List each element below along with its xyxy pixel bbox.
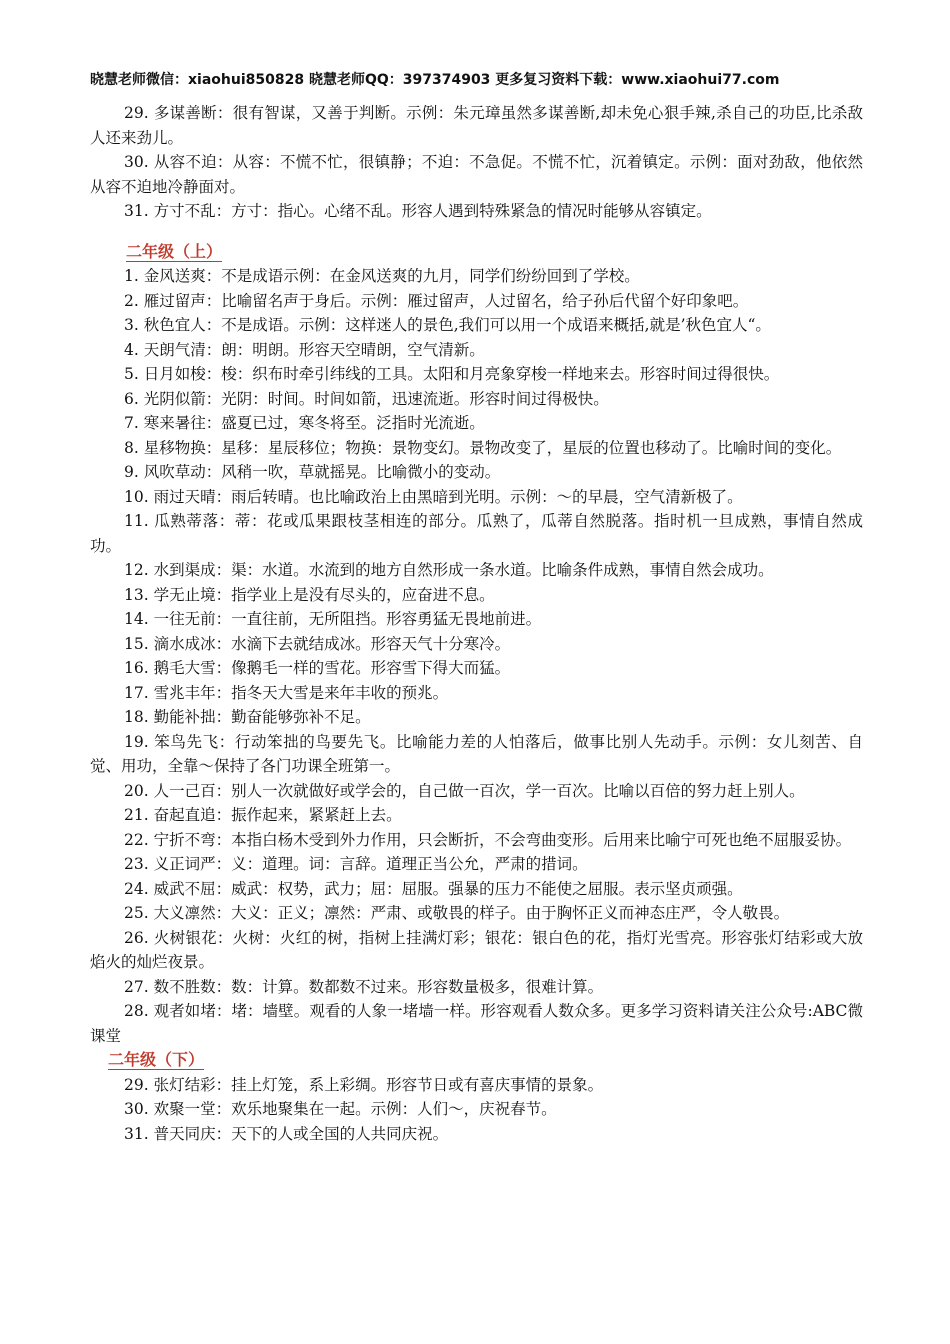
section-heading-grade2-second: 二年级（下） (108, 1050, 205, 1069)
idiom-entry: 28. 观者如堵：堵：墙壁。观看的人象一堵墙一样。形容观看人数众多。更多学习资料请关注公众号:ABC微课堂 (90, 1002, 863, 1045)
idiom-entry: 13. 学无止境：指学业上是没有尽头的，应奋进不息。 (124, 585, 495, 604)
idiom-entry: 30. 欢聚一堂：欢乐地聚集在一起。示例：人们～，庆祝春节。 (124, 1100, 557, 1118)
idiom-entry: 11. 瓜熟蒂落：蒂：花或瓜果跟枝茎相连的部分。瓜熟了，瓜蒂自然脱落。指时机一旦成熟，事情自然成功。 (90, 512, 863, 555)
idiom-entry: 16. 鹅毛大雪：像鹅毛一样的雪花。形容雪下得大而猛。 (124, 659, 511, 677)
idiom-entry: 18. 勤能补拙：勤奋能够弥补不足。 (124, 708, 371, 726)
idiom-entry: 7. 寒来暑往：盛夏已过，寒冬将至。泛指时光流逝。 (124, 414, 485, 432)
idiom-entry: 5. 日月如梭：梭：织布时牵引纬线的工具。太阳和月亮象穿梭一样地来去。形容时间过得很快。 (124, 365, 780, 383)
idiom-entry: 3. 秋色宜人：不是成语。示例：这样迷人的景色,我们可以用一个成语来概括,就是’秋色宜人“。 (124, 316, 771, 334)
idiom-entry: 2. 雁过留声：比喻留名声于身后。示例：雁过留声，人过留名，给子孙后代留个好印象吧。 (124, 291, 749, 310)
document-body (90, 101, 863, 1146)
idiom-entry: 20. 人一己百：别人一次就做好或学会的，自己做一百次，学一百次。比喻以百倍的努力赶上别人。 (124, 781, 805, 800)
idiom-entry: 31. 普天同庆：天下的人或全国的人共同庆祝。 (124, 1124, 449, 1143)
page-header: 晓慧老师微信：xiaohui850828 晓慧老师QQ：397374903 更多复习资料下载：www.xiaohui77.com (90, 72, 780, 88)
idiom-entry: 27. 数不胜数：数：计算。数都数不过来。形容数量极多，很难计算。 (124, 977, 604, 996)
idiom-entry: 31. 方寸不乱：方寸：指心。心绪不乱。形容人遇到特殊紧急的情况时能够从容镇定。 (124, 202, 712, 220)
idiom-entry: 22. 宁折不弯：本指白杨木受到外力作用，只会断折，不会弯曲变形。后用来比喻宁可死也绝不屈服妥协。 (124, 830, 852, 849)
idiom-entry: 17. 雪兆丰年：指冬天大雪是来年丰收的预兆。 (124, 683, 449, 702)
section-continued (90, 101, 863, 224)
section-heading-grade2-first: 二年级（上） (126, 241, 223, 261)
idiom-entry: 26. 火树银花：火树：火红的树，指树上挂满灯彩；银花：银白色的花，指灯光雪亮。形容张灯结彩或大放焰火的灿烂夜景。 (90, 928, 863, 971)
idiom-entry: 4. 天朗气清：朗：明朗。形容天空晴朗，空气清新。 (124, 340, 485, 359)
idiom-entry: 9. 风吹草动：风稍一吹，草就摇晃。比喻微小的变动。 (124, 463, 501, 481)
idiom-entry: 29. 多谋善断：很有智谋，又善于判断。示例：朱元璋虽然多谋善断,却未免心狠手辣,杀自己的功臣,比杀敌人还来劲儿。 (90, 104, 863, 147)
idiom-entry: 15. 滴水成冰：水滴下去就结成冰。形容天气十分寒冷。 (124, 634, 511, 653)
idiom-entry: 29. 张灯结彩：挂上灯笼，系上彩绸。形容节日或有喜庆事情的景象。 (124, 1075, 604, 1094)
idiom-entry: 25. 大义凛然：大义：正义；凛然：严肃、或敬畏的样子。由于胸怀正义而神态庄严，令人敬畏。 (124, 904, 790, 922)
idiom-entry: 10. 雨过天晴：雨后转晴。也比喻政治上由黑暗到光明。示例：～的早晨，空气清新极了。 (124, 487, 743, 506)
idiom-entry: 12. 水到渠成：渠：水道。水流到的地方自然形成一条水道。比喻条件成熟，事情自然会成功。 (124, 561, 774, 579)
section-grade2-second (90, 1073, 863, 1147)
section-grade2-first (90, 264, 863, 1048)
idiom-entry: 30. 从容不迫：从容：不慌不忙，很镇静；不迫：不急促。不慌不忙，沉着镇定。示例：面对劲敌，他依然从容不迫地冷静面对。 (90, 153, 863, 196)
idiom-entry: 24. 威武不屈：威武：权势，武力；屈：屈服。强暴的压力不能使之屈服。表示坚贞顽强。 (124, 879, 743, 898)
idiom-entry: 23. 义正词严：义：道理。词：言辞。道理正当公允，严肃的措词。 (124, 855, 588, 873)
idiom-entry: 14. 一往无前：一直往前，无所阻挡。形容勇猛无畏地前进。 (124, 610, 542, 628)
idiom-entry: 21. 奋起直追：振作起来，紧紧赶上去。 (124, 806, 402, 824)
idiom-entry: 19. 笨鸟先飞：行动笨拙的鸟要先飞。比喻能力差的人怕落后，做事比别人先动手。示例：女儿刻苦、自觉、用功，全靠～保持了各门功课全班第一。 (90, 732, 863, 775)
idiom-entry: 1. 金风送爽：不是成语示例：在金风送爽的九月，同学们纷纷回到了学校。 (124, 267, 640, 285)
idiom-entry: 6. 光阴似箭：光阴：时间。时间如箭，迅速流逝。形容时间过得极快。 (124, 389, 609, 408)
idiom-entry: 8. 星移物换：星移：星辰移位；物换：景物变幻。景物改变了，星辰的位置也移动了。比喻时间的变化。 (124, 438, 842, 457)
